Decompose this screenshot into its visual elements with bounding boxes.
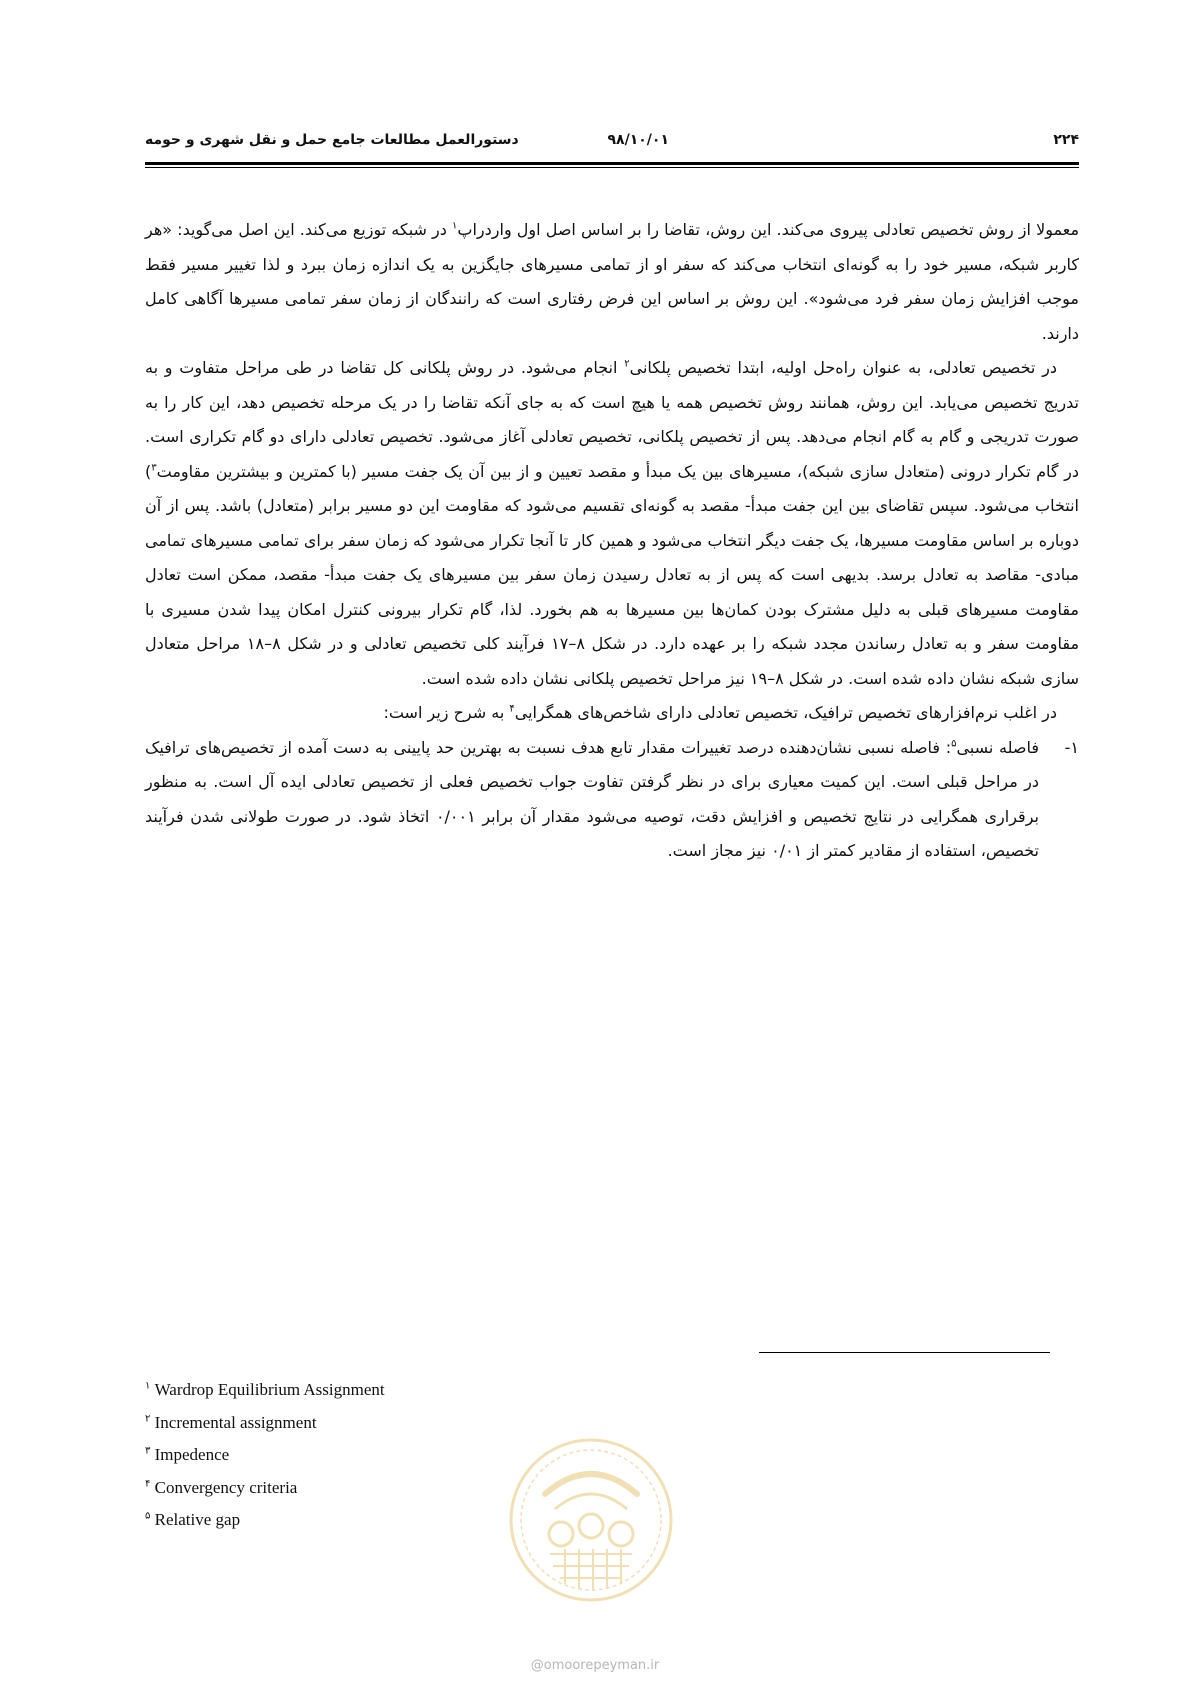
footnote: $^۵$ Relative gap xyxy=(145,1510,241,1529)
footnote: $^۱$ Wardrop Equilibrium Assignment xyxy=(145,1380,385,1399)
footnotes xyxy=(145,1374,545,1537)
footnote: $^۳$ Impedence xyxy=(145,1445,230,1464)
list-item: ۱- فاصله نسبی$^۵$: فاصله نسبی نشان‌دهنده درصد تغییرات مقدار تابع هدف نسبت به بهترین حد پایینی به دست آمده از تخصیص‌های ترافیک در مراحل قبلی است. این کمیت معیاری برای در نظر گرفتن تفاوت جواب تخصیص فعلی از تخصیص تعادلی ایده آل است. به منظور برقراری همگرایی در نتایج تخصیص و افزایش دقت، توصیه می‌شود مقدار آن برابر ۰/۰۰۱ اتخاذ شود. در صورت طولانی شدن فرآیند تخصیص، استفاده از مقادیر کمتر از ۰/۰۱ نیز مجاز است. xyxy=(145,731,1079,869)
header-rule-thick xyxy=(145,162,1079,165)
page-number: ۲۲۴ xyxy=(1053,132,1079,148)
paragraph-2: در تخصیص تعادلی، به عنوان راه‌حل اولیه، ابتدا تخصیص پلکانی$^۲$ انجام می‌شود. در روش پلکانی کل تقاضا در طی مراحل متفاوت و به تدریج تخصیص می‌یابد. این روش، همانند روش تخصیص همه یا هیچ است که به جای آنکه تقاضا را در یک مرحله تخصیص دهد، این کار را به صورت تدریجی و گام به گام انجام می‌دهد. پس از تخصیص پلکانی، تخصیص تعادلی آغاز می‌شود. تخصیص تعادلی دارای دو گام تکراری است. در گام تکرار درونی (متعادل سازی شبکه)، مسیرهای بین یک مبدأ و مقصد تعیین و از بین آن یک جفت مسیر (با کمترین و بیشترین مقاومت$^۳$) انتخاب می‌شود. سپس تقاضای بین این جفت مبدأ- مقصد به گونه‌ای تقسیم می‌شود که مقاومت این دو مسیر برابر (متعادل) باشد. پس از آن دوباره بر اساس مقاومت مسیرها، یک جفت دیگر انتخاب می‌شود و همین کار تا آنجا تکرار می‌شود که زمان سفر برای تمامی مسیرهای تمامی مبادی- مقاصد به تعادل برسد. بدیهی است که پس از به تعادل رسیدن زمان سفر بین مسیرهای یک جفت مبدأ- مقصد، ممکن است تعادل مقاومت مسیرهای قبلی به دلیل مشترک بودن کمان‌ها بین مسیرها به هم بخورد. لذا، گام تکرار بیرونی کنترل امکان پیدا شدن مسیری با مقاومت سفر و به تعادل رساندن مجدد شبکه را بر عهده دارد. در شکل ۸–۱۷ فرآیند کلی تخصیص تعادلی و در شکل ۸–۱۸ مراحل متعادل سازی شبکه نشان داده شده است. در شکل ۸–۱۹ نیز مراحل تخصیص پلکانی نشان داده شده است. xyxy=(145,358,1080,688)
watermark-logo xyxy=(505,1434,677,1606)
paragraph-3: در اغلب نرم‌افزارهای تخصیص ترافیک، تخصیص تعادلی دارای شاخص‌های همگرایی$^۴$ به شرح زیر است: xyxy=(383,703,1057,722)
footnote-ref-3[interactable]: ۳ xyxy=(151,462,157,474)
body-text xyxy=(145,213,1079,869)
header-rule-thin xyxy=(145,167,1079,168)
footnote-separator xyxy=(759,1352,1050,1353)
document-title: دستورالعمل مطالعات جامع حمل و نقل شهری و حومه xyxy=(145,132,519,148)
watermark-seal-icon xyxy=(505,1434,677,1606)
footnote-ref-1[interactable]: ۱ xyxy=(452,220,458,232)
page-header xyxy=(145,130,1079,156)
footnote: $^۲$ Incremental assignment xyxy=(145,1412,317,1432)
footnote-ref-4[interactable]: ۴ xyxy=(509,703,515,715)
footnote-ref-5[interactable]: ۵ xyxy=(951,738,957,750)
footnote: $^۴$ Convergency criteria xyxy=(145,1477,298,1497)
footnote-ref-2[interactable]: ۲ xyxy=(624,358,630,370)
header-date: ۹۸/۱۰/۰۱ xyxy=(607,132,669,148)
list-number: ۱- xyxy=(1064,737,1079,757)
paragraph-1: معمولا از روش تخصیص تعادلی پیروی می‌کند. این روش، تقاضا را بر اساس اصل اول واردراپ$^۱$ در شبکه توزیع می‌کند. این اصل می‌گوید: «هر کاربر شبکه، مسیر خود را به گونه‌ای انتخاب می‌کند که سفر او از تمامی مسیرهای جایگزین به یک اندازه زمان ببرد و لذا تغییر مسیر فقط موجب افزایش زمان سفر فرد می‌شود». این روش بر اساس این فرض رفتاری است که رانندگان از زمان سفر تمامی مسیرها آگاهی کامل دارند. xyxy=(145,220,1080,343)
watermark-url: @omoorepeyman.ir xyxy=(530,1658,660,1673)
